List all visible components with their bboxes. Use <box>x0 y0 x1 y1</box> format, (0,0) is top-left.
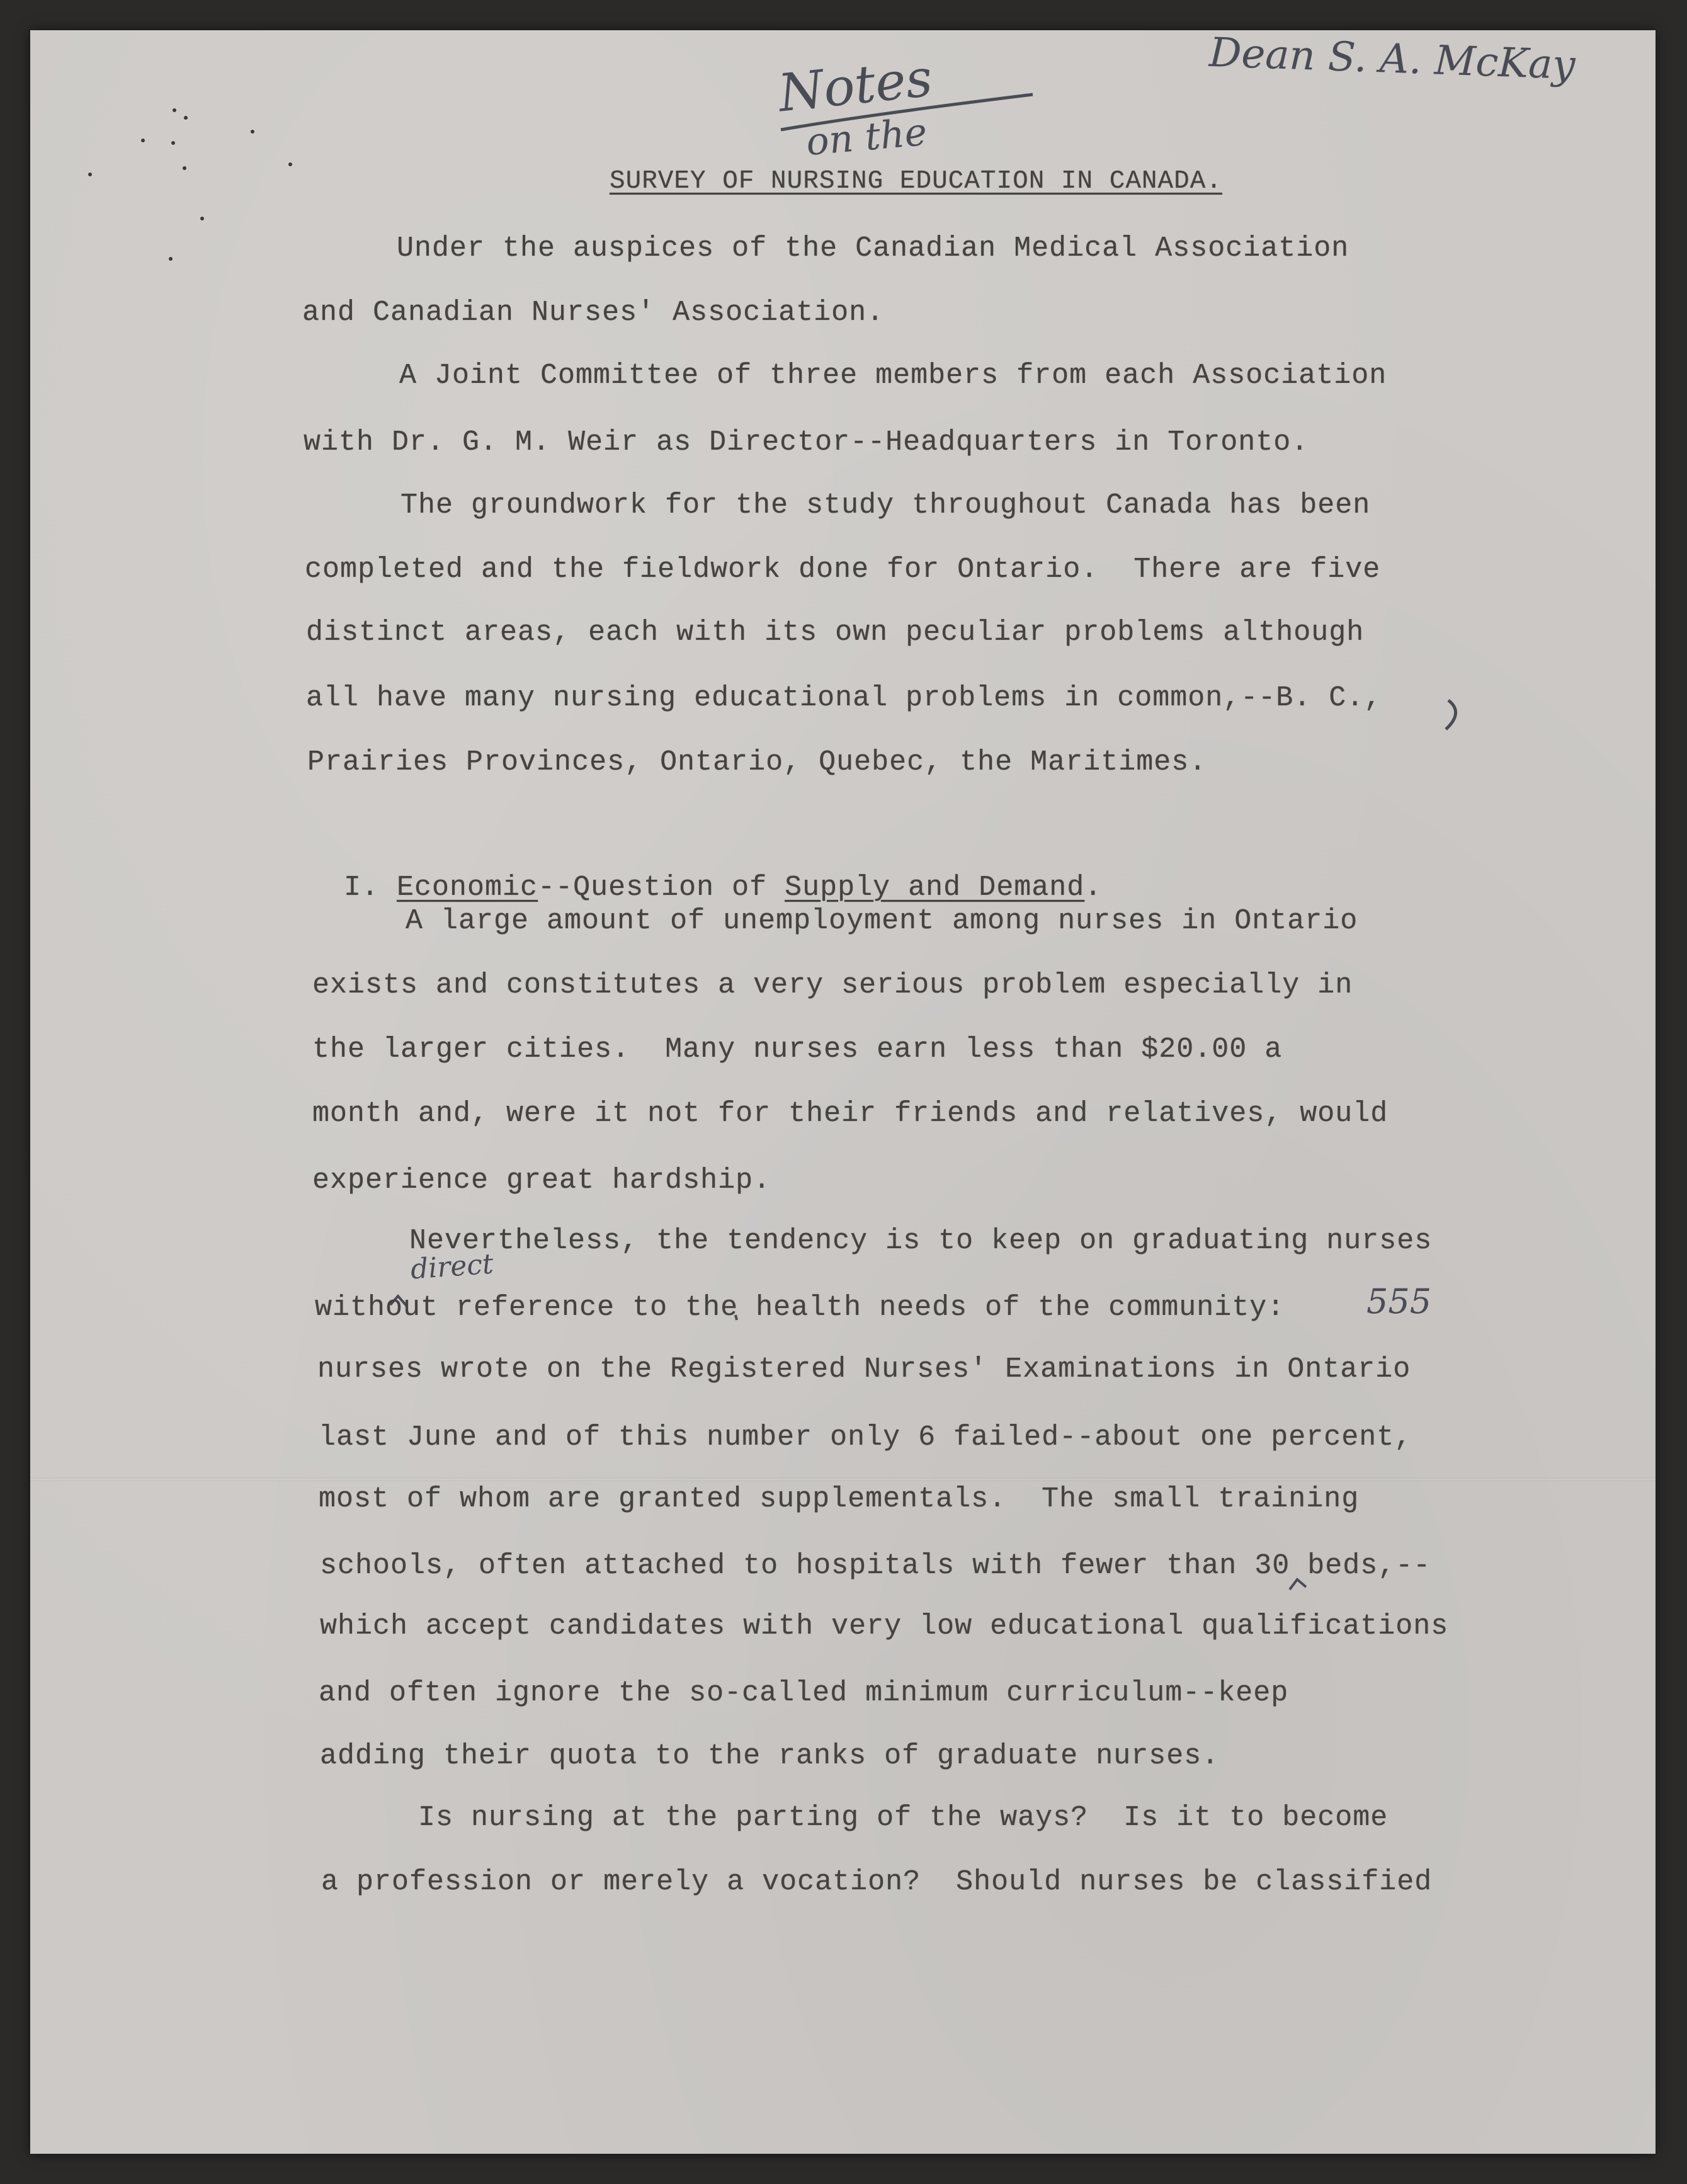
handwritten-insert-direct: direct <box>409 1248 495 1286</box>
text-line: A large amount of unemployment among nurses in Ontario <box>406 905 1358 937</box>
text-line: month and, were it not for their friends and relatives, would <box>312 1098 1389 1130</box>
section-period: . <box>1084 872 1103 904</box>
ink-speck <box>171 141 175 145</box>
text-line: exists and constitutes a very serious problem especially in <box>312 969 1353 1001</box>
section-heading-supply-demand: Supply and Demand <box>785 872 1085 904</box>
text-line: and Canadian Nurses' Association. <box>302 297 885 329</box>
text-line: A Joint Committee of three members from each Association <box>399 360 1387 392</box>
ink-speck <box>251 130 254 134</box>
text-line: distinct areas, each with its own peculiar problems although <box>306 617 1365 649</box>
text-line: Under the auspices of the Canadian Medical Association <box>397 232 1349 264</box>
text-line: The groundwork for the study throughout Canada has been <box>400 489 1371 521</box>
ink-speck <box>184 116 188 120</box>
text-line: which accept candidates with very low educational qualifications <box>320 1610 1449 1642</box>
text-line: with Dr. G. M. Weir as Director--Headquarters in Toronto. <box>304 426 1309 458</box>
text-line: adding their quota to the ranks of graduate nurses. <box>320 1740 1220 1772</box>
document-title: SURVEY OF NURSING EDUCATION IN CANADA. <box>610 167 1222 196</box>
handwritten-number-555: 555 <box>1366 1282 1432 1321</box>
ink-speck <box>173 108 176 112</box>
text-line: experience great hardship. <box>312 1164 771 1197</box>
text-line: without reference to the health needs of the community: <box>315 1292 1285 1324</box>
ink-speck <box>288 162 292 166</box>
handwritten-corner-name: Dean S. A. McKay <box>1208 29 1576 89</box>
text-line: a profession or merely a vocation? Should nurses be classified <box>321 1866 1433 1898</box>
text-line: the larger cities. Many nurses earn less than $20.00 a <box>312 1033 1283 1066</box>
page-fold-crease <box>30 1477 1656 1481</box>
text-line: most of whom are granted supplementals. The small training <box>319 1483 1360 1515</box>
section-heading-economic: Economic <box>397 872 538 904</box>
ink-speck <box>88 173 92 176</box>
ink-speck <box>141 139 145 142</box>
text-line: Nevertheless, the tendency is to keep on graduating nurses <box>409 1225 1433 1257</box>
ink-speck <box>169 257 173 261</box>
text-line: all have many nursing educational problems in common,--B. C., <box>306 682 1382 714</box>
handwritten-on-the-note: on the <box>804 110 929 165</box>
section-heading <box>309 845 1102 902</box>
text-line: Is nursing at the parting of the ways? Is it to become <box>418 1802 1389 1834</box>
document-page <box>30 30 1656 2154</box>
ink-speck <box>200 217 204 220</box>
text-line: Prairies Provinces, Ontario, Quebec, the Maritimes. <box>307 746 1207 778</box>
text-line: nurses wrote on the Registered Nurses' Examinations in Ontario <box>317 1353 1411 1385</box>
text-line: last June and of this number only 6 failed--about one percent, <box>319 1421 1412 1453</box>
ink-speck <box>183 166 186 170</box>
text-line: and often ignore the so-called minimum curriculum--keep <box>319 1677 1289 1709</box>
handwritten-title-note: Notes <box>775 48 935 124</box>
text-line: schools, often attached to hospitals with fewer than 30 beds,-- <box>320 1550 1431 1582</box>
text-line: completed and the fieldwork done for Ontario. There are five <box>305 554 1381 586</box>
section-connector: --Question of <box>538 872 785 904</box>
section-numeral: I. <box>344 872 397 904</box>
